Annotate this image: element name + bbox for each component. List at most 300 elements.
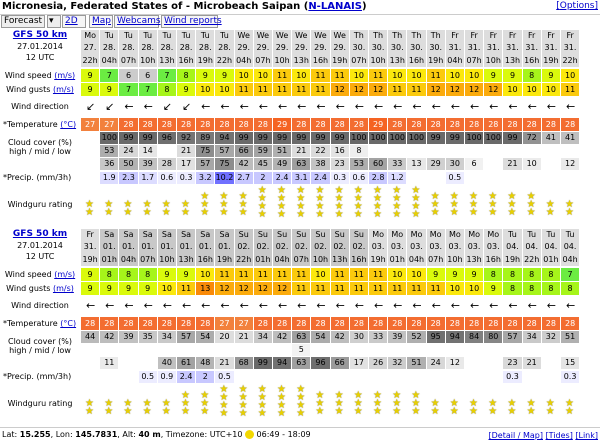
cloud-high-cell: 42 [273, 331, 291, 343]
hours-cell: 19h [543, 56, 559, 65]
rating-star-icon: ★ [277, 408, 286, 419]
rating-star-icon: ★ [219, 191, 229, 202]
rating-star-icon: ★ [469, 199, 478, 210]
wind-arrow-icon: ← [412, 100, 422, 113]
rating-star-icon: ★ [123, 406, 133, 417]
station-link[interactable]: N-LANAIS [308, 1, 362, 12]
cloud-high-cell: 100 [485, 133, 501, 142]
wind-cell: 11 [292, 268, 310, 281]
rating-star-icon: ★ [430, 199, 440, 210]
cloud-low-cell: 33 [388, 158, 406, 170]
temp-cell: 28 [331, 317, 349, 330]
wind-cell: 8 [523, 69, 541, 82]
rating-star-icon: ★ [238, 392, 248, 403]
wind-arrow-icon: ↙ [162, 100, 172, 113]
rating-star-icon: ★ [161, 207, 171, 218]
rating-star-icon: ★ [507, 398, 517, 409]
wind-arrow-icon: ← [258, 100, 268, 113]
rating-star-icon: ★ [545, 199, 555, 210]
rating-star-icon: ★ [488, 406, 498, 417]
rating-star-icon: ★ [545, 406, 555, 417]
hours-cell: 19h [82, 255, 98, 264]
temp-cell: 27 [100, 118, 118, 131]
precip-cell [484, 371, 502, 383]
rating-star-icon: ★ [315, 390, 325, 401]
precip-cell [254, 371, 272, 383]
gusts-cell: 10 [465, 282, 483, 295]
temp-cell: 28 [139, 317, 157, 330]
rating-star-icon: ★ [449, 191, 459, 202]
gusts-cell: 12 [331, 83, 349, 96]
temp-cell: 28 [158, 118, 176, 131]
hours-cell: 22h [216, 56, 233, 65]
cloud-high-cell: 42 [100, 331, 118, 343]
cloud-cover-label [0, 138, 80, 158]
options-label: Options [559, 1, 595, 11]
hours-cell: 13h [389, 56, 405, 65]
tides-link[interactable]: [Tides] [545, 431, 573, 440]
cloud-high-cell: 80 [484, 331, 502, 343]
cloud-low-cell: 75 [215, 158, 233, 170]
wind-cell: 10 [388, 69, 406, 82]
wind-gusts-label [0, 83, 80, 96]
gusts-cell: 13 [196, 282, 214, 295]
tab-map[interactable]: Map [89, 15, 113, 28]
rating-star-icon: ★ [411, 209, 421, 220]
tab-webcams[interactable]: Webcams [114, 15, 159, 28]
precip-cell: 3.2 [196, 172, 214, 184]
precip-label [3, 371, 83, 383]
rating-star-icon: ★ [334, 193, 344, 204]
days-cell: We [292, 30, 310, 42]
temp-cell: 27 [81, 118, 99, 131]
cloud-mid-cell: 5 [292, 344, 310, 356]
temp-cell: 28 [196, 118, 214, 131]
days-cell: Fr [561, 30, 579, 42]
cloud-mid-cell [81, 344, 99, 356]
cloud-low-cell: 29 [427, 158, 445, 170]
days-cell: Mo [369, 229, 387, 241]
rating-star-icon: ★ [85, 406, 94, 417]
gusts-cell: 11 [407, 282, 425, 295]
wind-cell: 11 [235, 268, 253, 281]
precip-cell: 0.9 [158, 371, 176, 383]
precip-cell: 0.3 [331, 172, 349, 184]
temp-cell: 28 [446, 118, 464, 131]
gusts-cell: 12 [427, 83, 445, 96]
precip-label-text: *Precip. (mm/3h) [3, 173, 72, 182]
gusts-cell: 10 [215, 83, 233, 96]
rating-star-icon: ★ [257, 400, 267, 411]
days-cell: Tu [100, 30, 118, 42]
temp-cell: 28 [81, 317, 99, 330]
hours-cell: 04h [236, 56, 252, 65]
cloud-low-cell: 57 [196, 158, 214, 170]
link-link[interactable]: [Link] [575, 431, 598, 440]
gusts-cell: 9 [177, 83, 195, 96]
rating-star-icon: ★ [526, 199, 536, 210]
days-cell: Sa [215, 229, 233, 241]
cloud-low-cell: 23 [331, 158, 349, 170]
rating-star-icon: ★ [277, 193, 286, 204]
wind-cell: 7 [158, 69, 176, 82]
cloud-mid-cell: 22 [311, 145, 329, 157]
wind-gusts-label-unit-link[interactable]: (m/s) [52, 85, 74, 94]
wind-cell: 10 [446, 69, 464, 82]
cloud-high-cell: 94 [446, 331, 464, 343]
cloud-high-cell: 52 [407, 331, 425, 343]
windguru-rating-label [0, 188, 80, 222]
cloud-high-cell: 99 [427, 132, 445, 144]
gusts-cell: 12 [235, 282, 253, 295]
temp-cell: 28 [503, 317, 521, 330]
days-cell: Fr [523, 30, 541, 42]
temp-cell: 28 [292, 118, 310, 131]
hours-cell: 04h [101, 56, 117, 65]
gusts-cell: 10 [542, 83, 560, 96]
cloud-low-cell: 99 [254, 357, 272, 369]
temperature-label-unit-link[interactable]: (°C) [60, 319, 77, 328]
cloud-high-cell: 100 [351, 133, 367, 142]
wind-speed-label-unit-link[interactable]: (m/s) [54, 71, 76, 80]
wind-cell: 6 [139, 69, 157, 82]
precip-cell: 2 [196, 371, 214, 383]
cloud-low-cell: 63 [292, 357, 310, 369]
dates-cell: 02. [254, 241, 272, 253]
wind-cell: 10 [388, 268, 406, 281]
dates-cell: 01. [139, 241, 157, 253]
page-title: Micronesia, Federated States of - Microbeach Saipan (N-LANAIS) [2, 1, 367, 12]
cloud-high-cell: 99 [331, 132, 349, 144]
cloud-low-cell: 21 [523, 357, 541, 369]
wind-arrow-icon: ↙ [181, 100, 192, 113]
wind-speed-label-text: Wind speed [4, 71, 52, 80]
gusts-cell: 11 [311, 282, 329, 295]
dropdown-icon[interactable]: ▾ [47, 15, 61, 28]
footer-links [489, 429, 598, 443]
cloud-mid-cell: 75 [196, 145, 214, 157]
days-cell: Fr [503, 30, 521, 42]
wind-direction-label-text: Wind direction [11, 301, 69, 310]
footer: Lat: 15.255, Lon: 145.7831, Alt: 40 m, Timezone: UTC+10 06:49 - 18:09 [Detail / Map] [Tides] [Link] [0, 427, 600, 443]
detail-map-link[interactable]: [Detail / Map] [488, 431, 543, 440]
cloud-high-cell: 94 [215, 132, 233, 144]
temp-cell: 28 [561, 118, 579, 131]
cloud-low-cell: 38 [311, 158, 329, 170]
rating-star-icon: ★ [526, 191, 536, 202]
rating-star-icon: ★ [315, 185, 325, 196]
precip-cell: 2.4 [311, 172, 329, 184]
rating-star-icon: ★ [296, 400, 306, 411]
precip-cell [542, 371, 560, 383]
gusts-cell: 12 [484, 83, 502, 96]
model-info [0, 30, 80, 63]
rating-star-icon: ★ [507, 406, 517, 417]
wind-arrow-icon: ← [220, 100, 230, 113]
rating-star-icon: ★ [238, 191, 248, 202]
cloud-mid-cell [196, 344, 214, 356]
cloud-high-cell: 34 [254, 331, 272, 343]
wind-arrow-icon: ← [316, 100, 326, 113]
wind-arrow-icon: ← [469, 299, 480, 312]
wind-arrow-icon: ← [239, 100, 249, 113]
gusts-cell: 10 [196, 83, 214, 96]
rating-star-icon: ★ [200, 390, 210, 401]
precip-cell [350, 371, 368, 383]
cloud-low-cell: 66 [331, 357, 349, 369]
dates-cell: 31. [446, 42, 464, 54]
dates-cell: 03. [369, 241, 387, 253]
precip-cell [331, 371, 349, 383]
cloud-low-cell: 48 [196, 357, 214, 369]
cloud-high-cell: 99 [235, 132, 253, 144]
cloud-low-cell: 12 [446, 357, 464, 369]
temp-cell: 27 [235, 317, 253, 330]
temperature-label-text: *Temperature [3, 120, 58, 129]
rating-star-icon: ★ [411, 406, 421, 417]
cloud-mid-cell [446, 344, 464, 356]
gusts-cell: 11 [254, 83, 272, 96]
gusts-cell: 9 [81, 282, 99, 295]
gusts-cell: 9 [484, 282, 502, 295]
rating-star-icon: ★ [526, 406, 536, 417]
rating-star-icon: ★ [411, 193, 421, 204]
wind-arrow-icon: ← [124, 100, 134, 113]
temp-cell: 28 [465, 118, 483, 131]
wind-arrow-icon: ← [335, 299, 345, 312]
rating-star-icon: ★ [315, 209, 325, 220]
dates-cell: 31. [81, 241, 99, 253]
rating-star-icon: ★ [315, 406, 325, 417]
gusts-cell: 9 [81, 83, 99, 96]
wind-arrow-icon: ← [527, 100, 537, 113]
rating-star-icon: ★ [104, 207, 114, 218]
temperature-label-unit-link[interactable]: (°C) [60, 120, 77, 129]
model-info [0, 229, 80, 262]
days-cell: Sa [119, 229, 137, 241]
dates-cell: 02. [311, 241, 329, 253]
temp-cell: 28 [427, 118, 445, 131]
dates-cell: 29. [311, 42, 329, 54]
precip-cell [100, 371, 118, 383]
wind-cell: 7 [561, 268, 579, 281]
rating-star-icon: ★ [104, 199, 114, 210]
rating-star-icon: ★ [353, 193, 363, 204]
dates-cell: 30. [427, 42, 445, 54]
rating-star-icon: ★ [315, 398, 325, 409]
wind-cell: 11 [273, 69, 291, 82]
cloud-mid-cell [465, 145, 483, 157]
wind-arrow-icon: ← [373, 100, 384, 113]
wind-arrow-icon: ← [297, 299, 307, 312]
hours-cell: 16h [197, 255, 213, 264]
days-cell: Th [388, 30, 406, 42]
hours-cell: 19h [216, 255, 233, 264]
rating-star-icon: ★ [219, 199, 229, 210]
rating-star-icon: ★ [565, 406, 574, 417]
rating-star-icon: ★ [142, 207, 152, 218]
cloud-low-cell: 36 [100, 158, 118, 170]
wind-arrow-icon: ← [201, 100, 211, 113]
wind-direction-label-text: Wind direction [11, 102, 69, 111]
days-cell: Fr [446, 30, 464, 42]
cloud-high-cell: 34 [158, 331, 176, 343]
gusts-cell: 11 [407, 83, 425, 96]
cloud-low-cell: 45 [254, 158, 272, 170]
cloud-mid-cell [119, 344, 137, 356]
precip-cell: 10.2 [215, 173, 234, 182]
alt-label: Alt: [122, 430, 136, 439]
rating-star-icon: ★ [488, 199, 498, 210]
gusts-cell: 11 [177, 282, 195, 295]
temp-cell: 28 [350, 118, 368, 131]
rating-star-icon: ★ [238, 199, 248, 210]
days-cell: We [331, 30, 349, 42]
lat-value: 15.255 [19, 430, 51, 439]
cloud-high-cell: 54 [311, 331, 329, 343]
temp-cell: 28 [407, 317, 425, 330]
wind-arrow-icon: ← [105, 299, 115, 312]
precip-cell: 3.1 [292, 172, 310, 184]
precip-cell: 0.5 [446, 172, 464, 184]
windguru-rating-label-text: Windguru rating [7, 200, 73, 209]
hours-cell: 22h [562, 56, 578, 65]
dates-cell: 03. [427, 241, 445, 253]
gusts-cell: 11 [292, 83, 310, 96]
cloud-cover-label-line2: high / mid / low [9, 346, 71, 355]
rating-star-icon: ★ [85, 398, 94, 409]
tab-forecast[interactable]: Forecast [1, 15, 45, 28]
cloud-low-cell: 63 [292, 158, 310, 170]
gusts-cell: 11 [388, 282, 406, 295]
wind-cell: 8 [177, 69, 195, 82]
hours-cell: 04h [562, 255, 578, 264]
rating-star-icon: ★ [411, 185, 421, 196]
dates-cell: 03. [465, 241, 483, 253]
cloud-low-cell: 17 [177, 158, 195, 170]
rating-star-icon: ★ [353, 185, 363, 196]
wind-speed-label-unit-link[interactable]: (m/s) [54, 270, 76, 279]
temp-cell: 29 [273, 118, 291, 131]
rating-star-icon: ★ [392, 390, 402, 401]
wind-arrow-icon: ← [431, 299, 441, 312]
rating-star-icon: ★ [277, 201, 286, 212]
cloud-mid-cell [388, 145, 406, 157]
rating-star-icon: ★ [392, 406, 402, 417]
temperature-label-text: *Temperature [3, 319, 58, 328]
alt-value: 40 m [138, 430, 161, 439]
rating-star-icon: ★ [257, 384, 267, 395]
model-name-link[interactable]: GFS 50 km [12, 229, 68, 239]
gusts-cell: 12 [465, 83, 483, 96]
precip-cell [427, 371, 445, 383]
cloud-low-cell: 17 [350, 357, 368, 369]
temp-cell: 28 [523, 118, 541, 131]
days-cell: Sa [158, 229, 176, 241]
cloud-mid-cell [503, 145, 521, 157]
days-cell: Fr [465, 30, 483, 42]
cloud-mid-cell [388, 344, 406, 356]
cloud-high-cell: 95 [427, 331, 445, 343]
rating-star-icon: ★ [411, 390, 421, 401]
wind-gusts-label-text: Wind gusts [6, 85, 51, 94]
cloud-mid-cell [158, 344, 176, 356]
dates-cell: 02. [331, 241, 349, 253]
cloud-high-cell: 41 [542, 132, 560, 144]
dates-cell: 31. [465, 42, 483, 54]
cloud-low-cell: 68 [235, 357, 253, 369]
nav-bar [0, 15, 600, 29]
dates-cell: 30. [407, 42, 425, 54]
wind-arrow-icon: ← [239, 299, 249, 312]
rating-star-icon: ★ [257, 201, 267, 212]
cloud-low-cell [81, 158, 99, 170]
precip-cell [484, 172, 502, 184]
rating-star-icon: ★ [469, 406, 478, 417]
dates-cell: 01. [177, 241, 195, 253]
cloud-low-cell: 42 [235, 158, 253, 170]
rating-star-icon: ★ [181, 199, 190, 210]
wind-gusts-label-unit-link[interactable]: (m/s) [52, 284, 74, 293]
cloud-mid-cell [273, 344, 291, 356]
hours-cell: 16h [524, 56, 540, 65]
temp-cell: 28 [254, 317, 272, 330]
options-link[interactable]: [Options] [556, 1, 598, 11]
precip-cell [407, 172, 425, 184]
days-cell: Mo [484, 229, 502, 241]
dates-cell: 28. [139, 42, 157, 54]
cloud-high-cell: 51 [561, 331, 579, 343]
gusts-cell: 10 [503, 83, 521, 96]
dates-cell: 30. [388, 42, 406, 54]
dates-cell: 01. [158, 241, 176, 253]
precip-cell [273, 371, 291, 383]
cloud-low-cell: 30 [446, 158, 464, 170]
hours-cell: 04h [447, 56, 463, 65]
cloud-mid-cell [369, 344, 387, 356]
cloud-mid-cell [350, 344, 368, 356]
temp-cell: 28 [446, 317, 464, 330]
wind-cell: 9 [427, 268, 445, 281]
rating-star-icon: ★ [123, 398, 133, 409]
dates-cell: 01. [100, 241, 118, 253]
model-name-link[interactable]: GFS 50 km [12, 30, 68, 40]
rating-star-icon: ★ [142, 406, 152, 417]
dates-cell: 29. [254, 42, 272, 54]
wind-arrow-icon: ← [143, 299, 153, 312]
rating-star-icon: ★ [507, 199, 517, 210]
hours-cell: 16h [408, 56, 425, 65]
tab-2d[interactable]: 2D [62, 15, 86, 28]
temp-cell: 28 [177, 118, 195, 131]
rating-star-icon: ★ [85, 207, 94, 218]
hours-cell: 04h [120, 255, 137, 264]
dates-cell: 03. [484, 241, 502, 253]
wind-cell: 11 [331, 69, 349, 82]
rating-star-icon: ★ [545, 207, 555, 218]
hours-cell: 10h [370, 56, 386, 65]
dates-cell: 01. [119, 241, 137, 253]
cloud-high-cell: 57 [503, 331, 521, 343]
cloud-low-cell: 50 [119, 158, 137, 170]
rating-star-icon: ★ [277, 400, 286, 411]
gusts-cell: 12 [254, 282, 272, 295]
tab-wind-reports[interactable]: Wind reports [161, 15, 218, 28]
rating-star-icon: ★ [565, 199, 574, 210]
rating-star-icon: ★ [181, 398, 190, 409]
cloud-low-cell [542, 357, 560, 369]
cloud-high-cell: 99 [254, 132, 272, 144]
